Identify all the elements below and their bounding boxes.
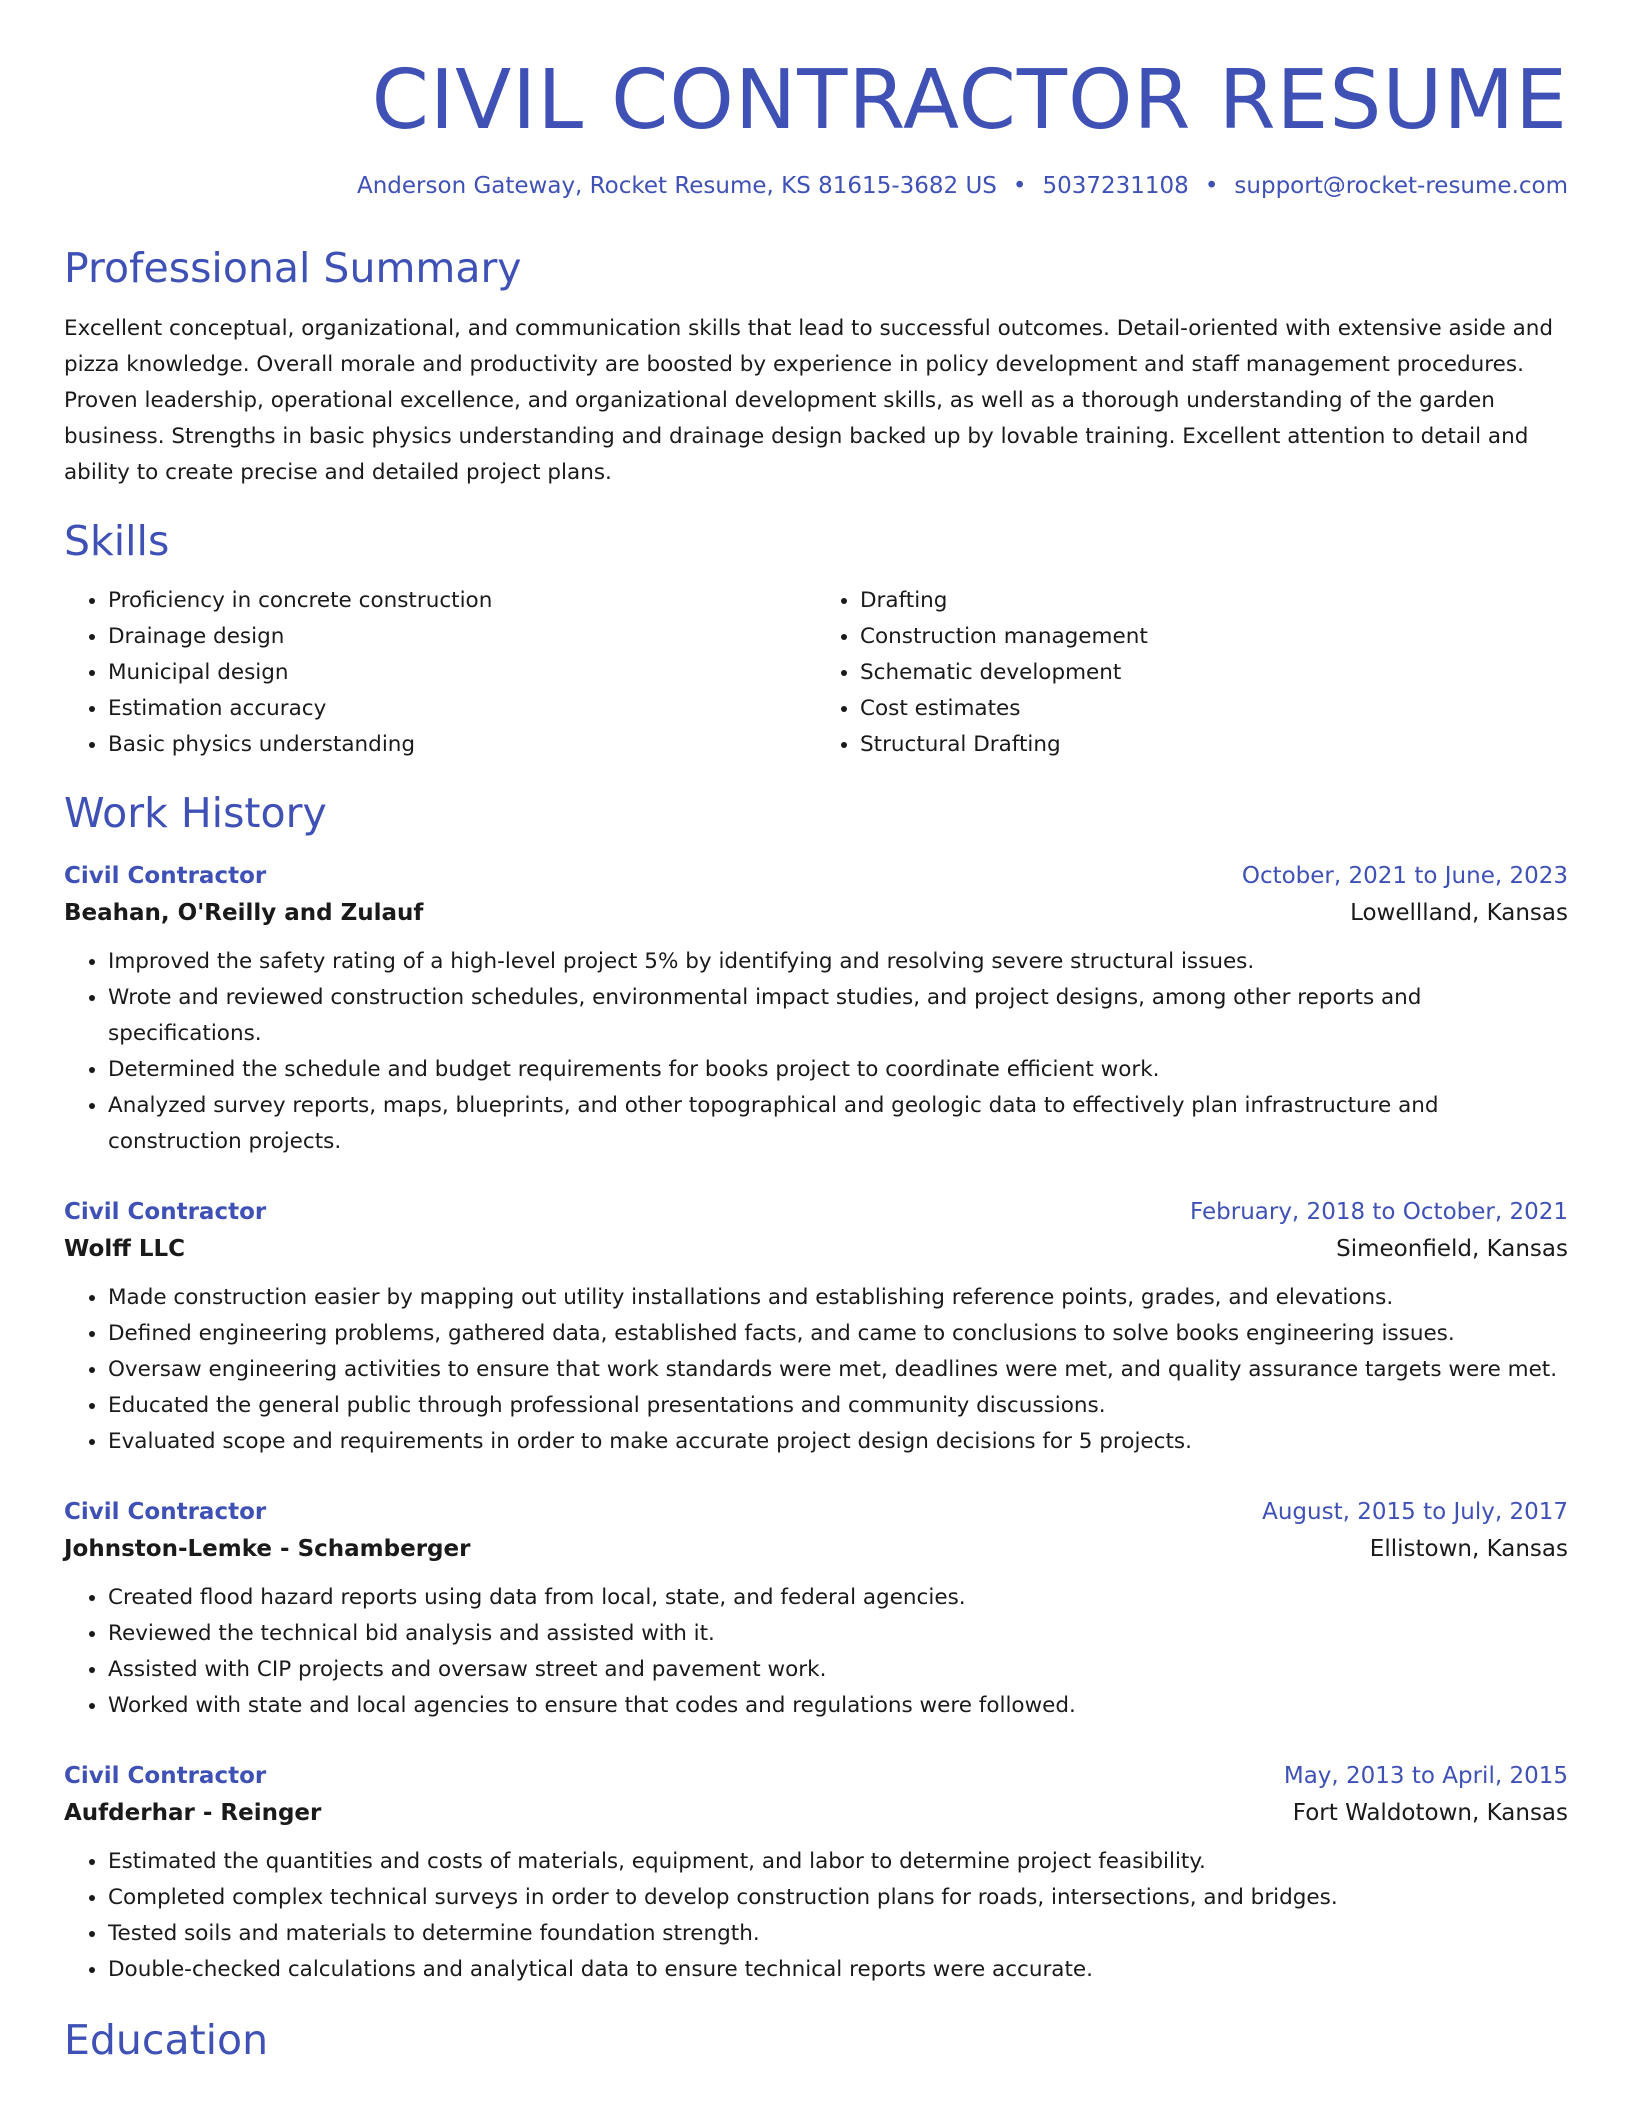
contact-separator: •: [1012, 173, 1027, 200]
job-bullet: • Oversaw engineering activities to ensure that work standards were met, deadlines were met, and quality assurance targets were met.: [108, 1352, 1568, 1388]
job-dates: May, 2013 to April, 2015: [1283, 1762, 1568, 1789]
job-title: Civil Contractor: [64, 1498, 267, 1525]
job-dates: February, 2018 to October, 2021: [1190, 1198, 1568, 1225]
skills-list: [64, 583, 1568, 763]
job-bullets: [64, 1580, 1568, 1724]
job-bullets: [64, 944, 1568, 1160]
skill-item: • Basic physics understanding: [108, 727, 816, 763]
job-title: Civil Contractor: [64, 1198, 267, 1225]
job-bullet: • Reviewed the technical bid analysis and assisted with it.: [108, 1616, 1568, 1652]
job-location: Lowellland, Kansas: [1350, 899, 1568, 926]
skills-column-left: [64, 583, 816, 763]
skill-item: • Construction management: [860, 619, 1568, 655]
job-bullet: • Created flood hazard reports using data from local, state, and federal agencies.: [108, 1580, 1568, 1616]
skill-item: • Municipal design: [108, 655, 816, 691]
job-bullet: • Determined the schedule and budget requirements for books project to coordinate efficient work.: [108, 1052, 1568, 1088]
education-heading: Education: [64, 2015, 269, 2064]
job-bullet: • Estimated the quantities and costs of materials, equipment, and labor to determine project feasibility.: [108, 1844, 1568, 1880]
job-dates: October, 2021 to June, 2023: [1241, 862, 1568, 889]
company-name: Beahan, O'Reilly and Zulauf: [64, 899, 424, 926]
job-entry: [64, 1758, 1568, 1988]
skill-item: • Drainage design: [108, 619, 816, 655]
job-bullet: • Improved the safety rating of a high-level project 5% by identifying and resolving severe structural issues.: [108, 944, 1568, 980]
skills-heading: Skills: [64, 517, 170, 566]
job-location: Simeonfield, Kansas: [1336, 1235, 1568, 1262]
skill-item: • Estimation accuracy: [108, 691, 816, 727]
company-name: Johnston-Lemke - Schamberger: [64, 1535, 471, 1562]
skill-item: • Schematic development: [860, 655, 1568, 691]
job-bullet: • Worked with state and local agencies to ensure that codes and regulations were followed.: [108, 1688, 1568, 1724]
job-bullet: • Analyzed survey reports, maps, blueprints, and other topographical and geologic data to effectively plan infrastructure and construction projects.: [108, 1088, 1568, 1160]
job-entry: [64, 858, 1568, 1160]
skill-item: • Proficiency in concrete construction: [108, 583, 816, 619]
skills-column-right: [816, 583, 1568, 763]
skill-item: • Drafting: [860, 583, 1568, 619]
job-bullet: • Educated the general public through professional presentations and community discussions.: [108, 1388, 1568, 1424]
phone: 5037231108: [1042, 173, 1189, 200]
job-bullet: • Assisted with CIP projects and oversaw street and pavement work.: [108, 1652, 1568, 1688]
company-name: Aufderhar - Reinger: [64, 1799, 322, 1826]
job-dates: August, 2015 to July, 2017: [1262, 1498, 1568, 1525]
summary-text: Excellent conceptual, organizational, and communication skills that lead to successful outcomes. Detail-oriented with extensive aside and pizza knowledge. Overall morale and productivity are boosted by experience in policy development and staff management procedures. Proven leadership, operational excellence, and organizational development skills, as well as a thorough understanding of the garden business. Strengths in basic physics understanding and drainage design backed up by lovable training. Excellent attention to detail and ability to create precise and detailed project plans.: [64, 316, 1554, 486]
resume-title: CIVIL CONTRACTOR RESUME: [371, 53, 1568, 148]
job-title: Civil Contractor: [64, 862, 267, 889]
job-location: Fort Waldotown, Kansas: [1292, 1799, 1568, 1826]
summary-heading: Professional Summary: [64, 244, 522, 293]
job-bullet: • Wrote and reviewed construction schedules, environmental impact studies, and project designs, among other reports and specifications.: [108, 980, 1568, 1052]
job-bullet: • Tested soils and materials to determine foundation strength.: [108, 1916, 1568, 1952]
job-bullet: • Defined engineering problems, gathered data, established facts, and came to conclusions to solve books engineering issues.: [108, 1316, 1568, 1352]
work-history-heading: Work History: [64, 788, 327, 837]
job-bullets: [64, 1844, 1568, 1988]
contact-separator: •: [1204, 173, 1219, 200]
job-bullet: • Double-checked calculations and analytical data to ensure technical reports were accurate.: [108, 1952, 1568, 1988]
job-entry: [64, 1494, 1568, 1724]
job-entry: [64, 1194, 1568, 1460]
job-bullet: • Evaluated scope and requirements in order to make accurate project design decisions for 5 projects.: [108, 1424, 1568, 1460]
job-location: Ellistown, Kansas: [1369, 1535, 1568, 1562]
job-bullets: [64, 1280, 1568, 1460]
job-bullet: • Completed complex technical surveys in order to develop construction plans for roads, intersections, and bridges.: [108, 1880, 1568, 1916]
contact-line: [64, 172, 1568, 202]
skill-item: • Cost estimates: [860, 691, 1568, 727]
job-title: Civil Contractor: [64, 1762, 267, 1789]
email: support@rocket-resume.com: [1234, 173, 1568, 200]
skill-item: • Structural Drafting: [860, 727, 1568, 763]
address: Anderson Gateway, Rocket Resume, KS 81615-3682 US: [357, 173, 997, 200]
job-bullet: • Made construction easier by mapping out utility installations and establishing reference points, grades, and elevations.: [108, 1280, 1568, 1316]
company-name: Wolff LLC: [64, 1235, 186, 1262]
